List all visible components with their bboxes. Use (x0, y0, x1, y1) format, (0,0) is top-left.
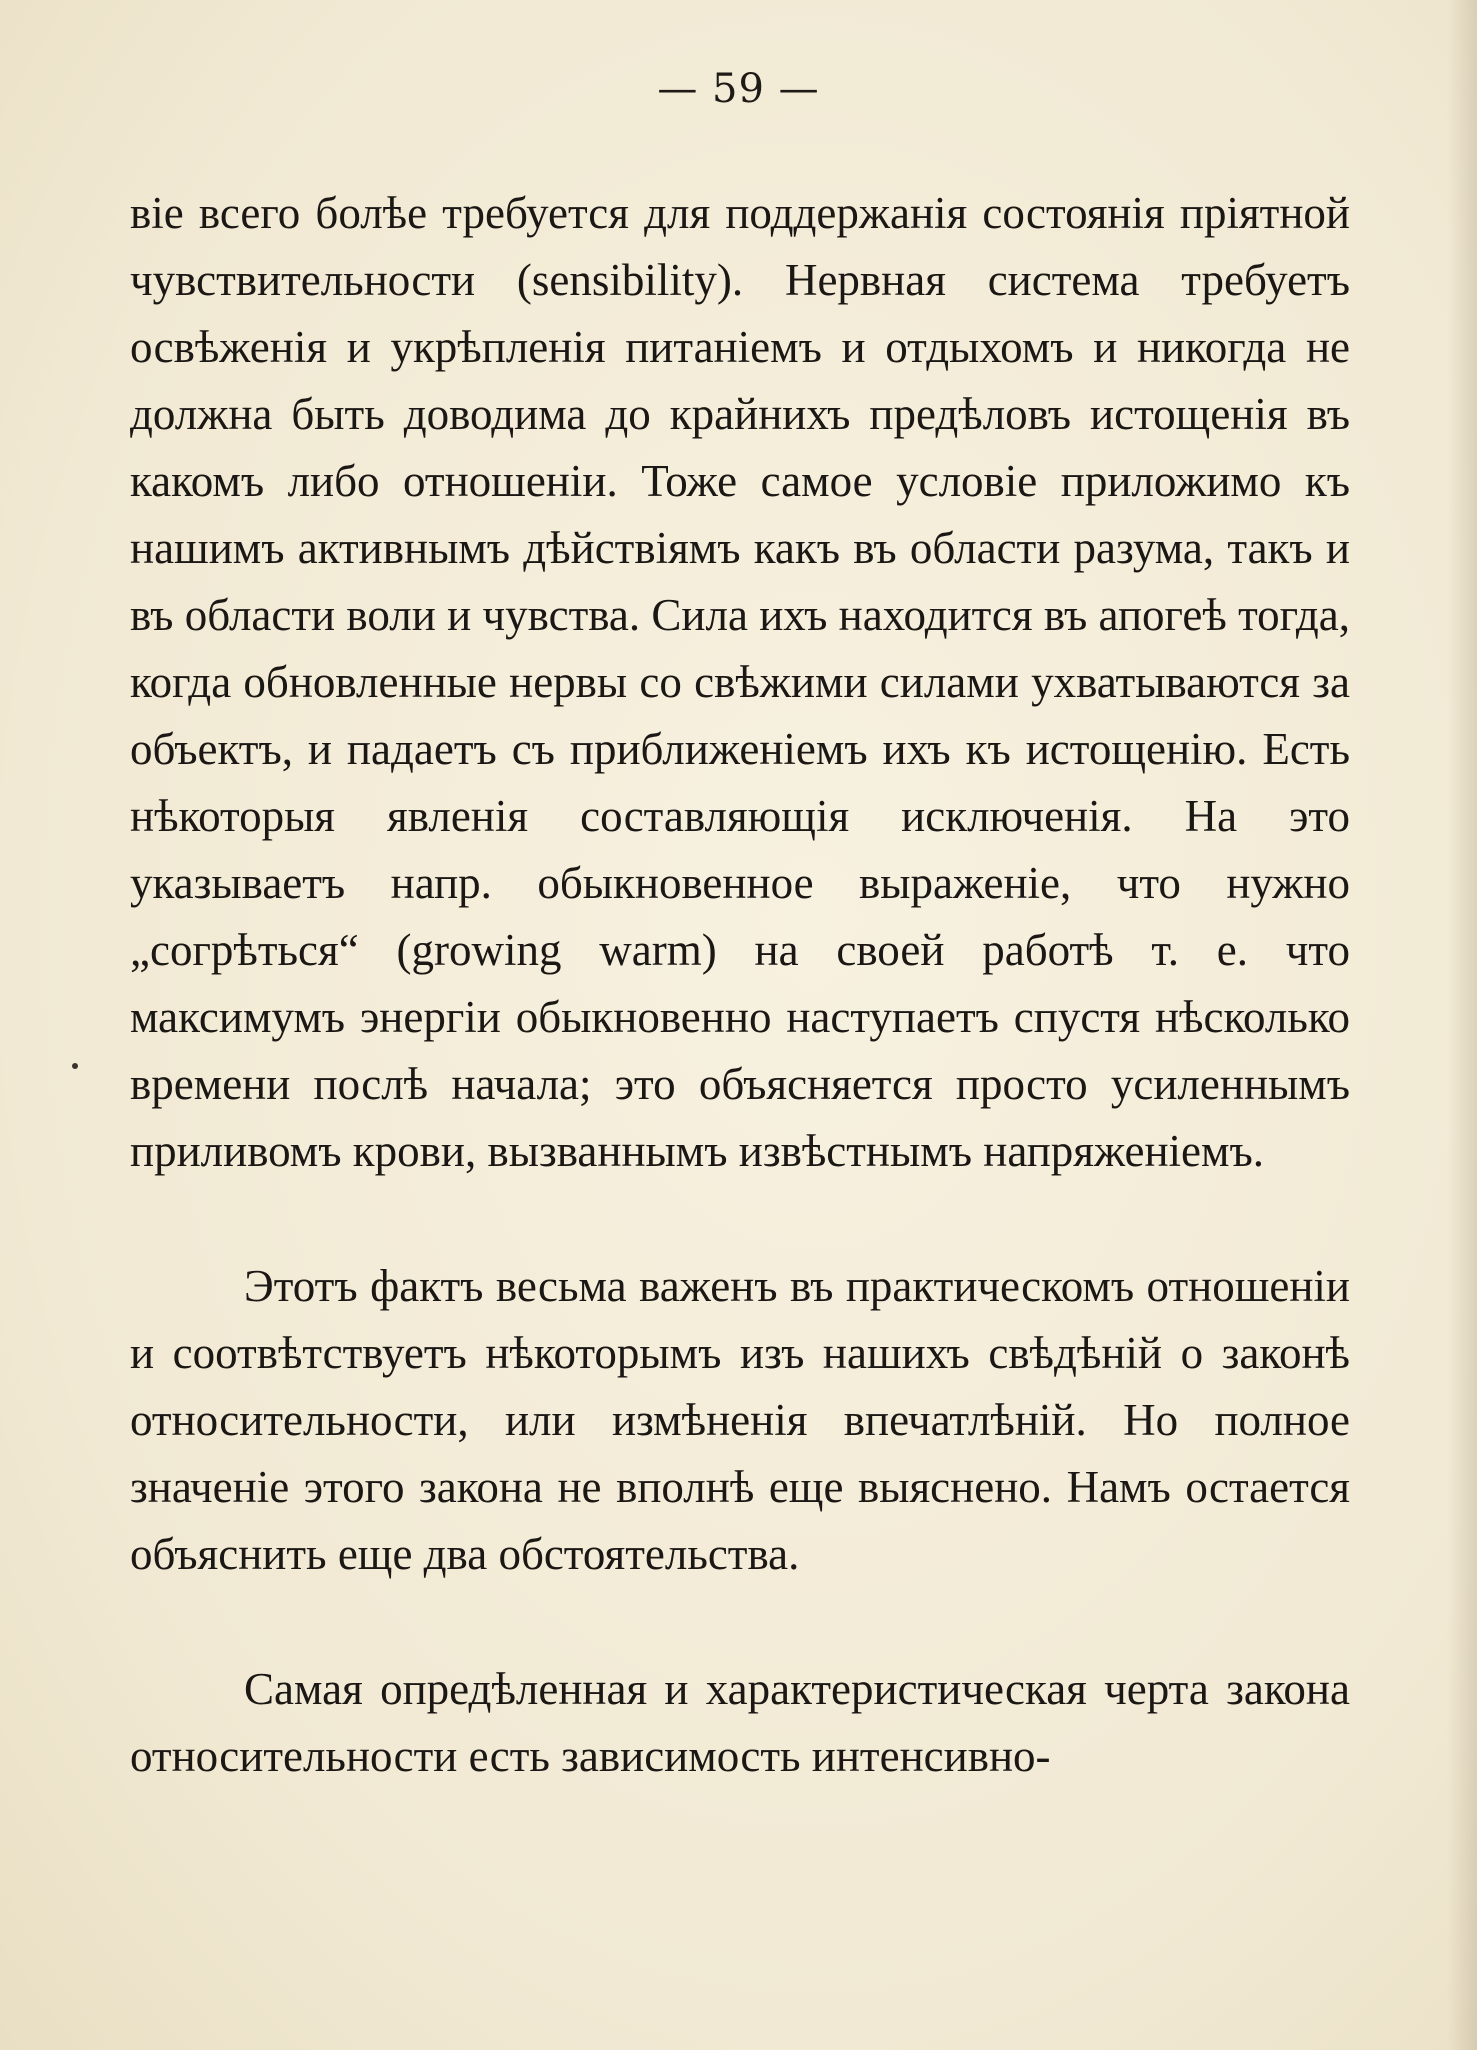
margin-mark (72, 1063, 78, 1069)
page-number: — 59 — (657, 66, 820, 112)
body-text (130, 180, 1350, 1790)
paragraph-continued: віе всего болѣе требуется для поддержанія состоянія пріятной чувствительности (sensibility). Нервная система требуетъ освѣженія и укрѣпленія питаніемъ и отдыхомъ и никогда не должна быть доводима до крайнихъ предѣловъ истощенія въ какомъ либо отношеніи. Тоже самое условіе приложимо къ нашимъ активнымъ дѣйствіямъ какъ въ области разума, такъ и въ области воли и чувства. Сила ихъ находится въ апогеѣ тогда, когда обновленные нервы со свѣжими силами ухватываются за объектъ, и падаетъ съ приближеніемъ ихъ къ истощенію. Есть нѣкоторыя явленія составляющія исключенія. На это указываетъ напр. обыкновенное выраженіе, что нужно „согрѣться“ (growing warm) на своей работѣ т. е. что максимумъ энергіи обыкновенно наступаетъ спустя нѣсколько времени послѣ начала; это объясняется просто усиленнымъ приливомъ крови, вызваннымъ извѣстнымъ напряженіемъ. (130, 188, 1350, 1176)
page-edge-shadow (1447, 0, 1477, 2050)
paragraph: Самая опредѣленная и характеристическая черта закона относительности есть зависимость интенсивно- (130, 1664, 1350, 1781)
paragraph: Этотъ фактъ весьма важенъ въ практическомъ отношеніи и соотвѣтствуетъ нѣкоторымъ изъ нашихъ свѣдѣній о законѣ относительности, или измѣненія впечатлѣній. Но полное значеніе этого закона не вполнѣ еще выяснено. Намъ остается объяснить еще два обстоятельства. (130, 1261, 1350, 1579)
